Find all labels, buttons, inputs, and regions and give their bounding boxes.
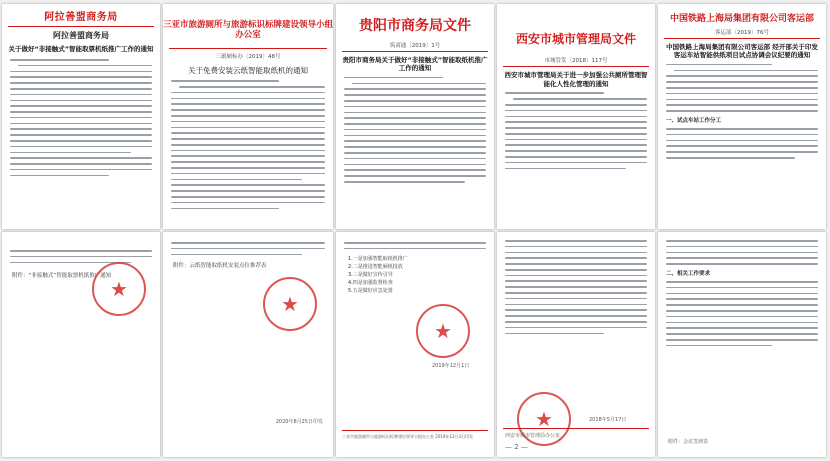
doc-4-header: 西安市城市管理局文件 [515,32,636,46]
doc-4-docno: 市城管发〔2018〕117号 [544,58,608,65]
doc-4-red-rule [503,66,649,67]
doc-3-item-list [348,255,482,295]
doc-1-title: 关于做好“非接触式”智能取票机纸推广工作的通知 [8,44,154,53]
doc-4-footer-rule [503,428,649,429]
doc-5-section-1: 一、试点车站工作分工 [666,117,722,124]
star-seal-icon: ★ [517,392,571,446]
doc-1-page-2-body [10,250,152,263]
doc-5-page-2-body [666,240,818,265]
doc-4-title: 西安市城市管理局关于进一步加强公共厕所管理智能化人性化管理的通知 [504,71,648,88]
doc-3-date: 2019年12月1日 [432,363,470,369]
doc-3-title: 贵阳市商务局关于做好“非接触式”智能取纸机推广工作的通知 [342,55,488,73]
list-item: 5.五是做好应急处置 [348,288,393,295]
doc-4-page-1 [497,4,655,229]
doc-5-page-1 [658,4,826,229]
doc-1-header: 阿拉善盟商务局 [44,12,118,23]
doc-3-page-2 [336,232,494,457]
star-seal-icon: ★ [416,304,470,358]
doc-2-docno: 三旅厕标办〔2019〕48号 [215,54,281,61]
doc-1-page-1 [2,4,160,229]
doc-2-attachment: 附件：云纸智能取纸机安装点位推荐表 [173,263,267,270]
doc-2-page-2 [163,232,333,457]
doc-5-docno: 客运部〔2019〕76号 [715,29,769,36]
doc-4-footer: 西安市城市管理局办公室 [505,433,561,439]
doc-1-red-rule [8,26,154,27]
list-item: 1.一是加强智能取纸机推广 [348,256,408,263]
doc-5-red-rule [664,38,820,39]
doc-1-page-2 [2,232,160,457]
doc-1-attachment: 附件：“非接触式”智能取票机纸推广通知 [12,273,112,280]
doc-5-page-2-body-2 [666,281,818,346]
doc-2-red-rule [169,48,327,49]
list-item: 2.二是推进智能厕纸投放 [348,264,403,271]
doc-5-section-2: 二、相关工作要求 [666,270,711,277]
doc-5-cc: 附件：会议签到表 [668,439,709,445]
doc-4-body [505,92,647,169]
doc-1-body [10,59,152,176]
doc-3-footer: 三亚市旅游厕所与旅游标识标牌建设领导小组办公室 2019年12月3日印发 [342,434,474,439]
doc-5-body-2 [666,128,818,159]
doc-3-footer-rule [342,430,488,431]
doc-5-header: 中国铁路上海局集团有限公司客运部 [669,14,814,24]
list-item: 4.四是加强监督检查 [348,280,393,287]
doc-5-page-2 [658,232,826,457]
page-number: — 2 — [505,443,528,451]
doc-4-page-2-body [505,240,647,334]
doc-2-page-1 [163,4,333,229]
doc-2-title: 关于免费安装云纸智能取纸机的通知 [188,66,308,76]
doc-3-page-2-body [344,242,486,249]
doc-4-date: 2018年5月17日 [589,417,627,423]
doc-2-header: 三亚市旅游厕所与旅游标识标牌建设领导小组办公室 [163,20,333,41]
doc-2-page-2-body [171,242,325,255]
doc-3-docno: 筑商通〔2019〕1号 [389,42,441,49]
doc-3-page-1 [336,4,494,229]
doc-4-page-2 [497,232,655,457]
doc-2-body [171,80,325,209]
star-seal-icon: ★ [92,262,146,316]
star-seal-icon: ★ [263,277,317,331]
doc-2-sign-date: 2020年8月25日印发 [275,419,323,425]
doc-5-body [666,64,818,112]
doc-3-red-rule [342,51,488,52]
doc-5-title: 中国铁路上海局集团有限公司客运部 经开部关于印发客运车站智能供纸项目试点协调会议纪要的通知 [666,42,818,60]
doc-3-header: 贵阳市商务局文件 [359,18,471,34]
doc-3-body [344,77,486,183]
doc-1-org: 阿拉善盟商务局 [53,31,109,40]
list-item: 3.三是做好宣传引导 [348,272,393,279]
